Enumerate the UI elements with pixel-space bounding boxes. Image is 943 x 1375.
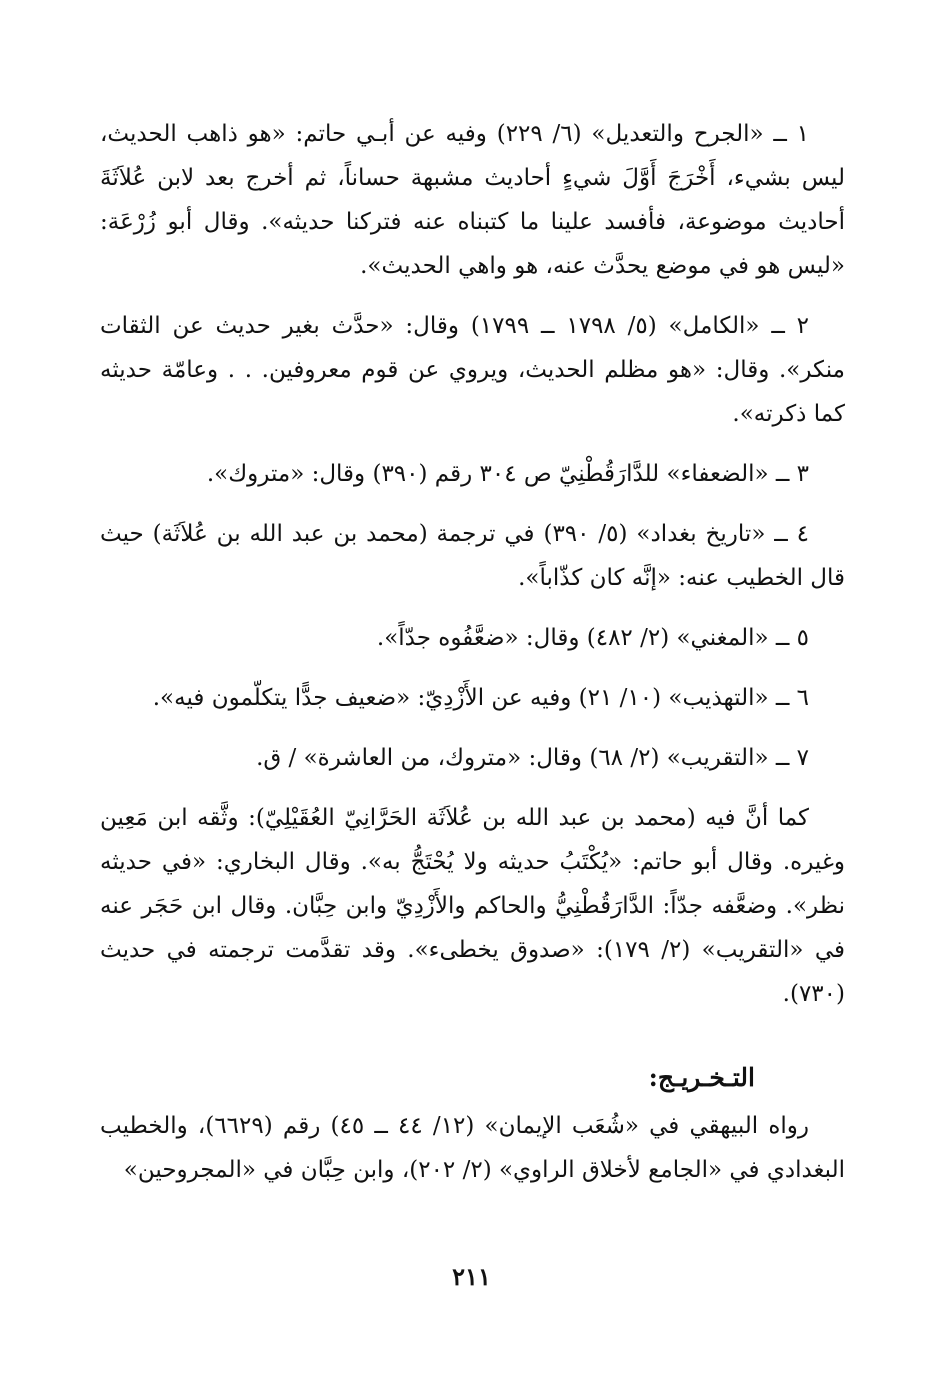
summary-paragraph [100, 796, 845, 1016]
note-text: ٤ ــ «تاريخ بغداد» (٥/ ٣٩٠) في ترجمة (محمد بن عبد الله بن عُلاَثَة) حيث قال الخطيب عنه: «إنَّه كان كذّاباً». [100, 521, 845, 591]
note-text: ٦ ــ «التهذيب» (١٠/ ٢١) وفيه عن الأَزْدِيّ: «ضعيف جدًّا يتكلّمون فيه». [152, 685, 809, 711]
note-5 [100, 616, 845, 660]
note-6 [100, 676, 845, 720]
note-1 [100, 112, 845, 288]
takhrij-paragraph [100, 1104, 845, 1192]
note-text: ١ ــ «الجرح والتعديل» (٦/ ٢٢٩) وفيه عن أبـي حاتم: «هو ذاهب الحديث، ليس بشيء، أَخْرَجَ أَوَّلَ شيءٍ أحاديث مشبهة حساناً، ثم أخرج بعد لابن عُلاَثَةَ أحاديث موضوعة، فأفسد علينا ما كتبناه عنه فتركنا حديثه». وقال أبو زُرْعَة: «ليس هو في موضع يحدَّث عنه، هو واهي الحديث». [100, 121, 845, 279]
note-3 [100, 452, 845, 496]
note-text: ٢ ــ «الكامل» (٥/ ١٧٩٨ ــ ١٧٩٩) وقال: «حدَّث بغير حديث عن الثقات منكر». وقال: «هو مظلم الحديث، ويروي عن قوم معروفين. . . وعامّة حديثه كما ذكرته». [100, 313, 845, 427]
page-body [100, 112, 845, 1192]
takhrij-text: رواه البيهقي في «شُعَب الإيمان» (١٢/ ٤٤ ــ ٤٥) رقم (٦٦٢٩)، والخطيب البغدادي في «الجامع لأخلاق الراوي» (٢/ ٢٠٢)، وابن حِبَّان في «المجروحين» [100, 1113, 845, 1183]
note-7 [100, 736, 845, 780]
note-2 [100, 304, 845, 436]
note-text: ٥ ــ «المغني» (٢/ ٤٨٢) وقال: «ضعَّفُوه جدّاً». [376, 625, 809, 651]
note-4 [100, 512, 845, 600]
note-text: ٧ ــ «التقريب» (٢/ ٦٨) وقال: «متروك، من العاشرة» / ق. [256, 745, 809, 771]
takhrij-heading: التـخـريـج: [648, 1063, 755, 1092]
summary-text: كما أنَّ فيه (محمد بن عبد الله بن عُلاَثَة الحَرَّانِيّ العُقَيْلِيّ): وثَّقه ابن مَعِين وغيره. وقال أبو حاتم: «يُكْتَبُ حديثه ولا يُحْتَجُّ به». وقال البخاري: «في حديثه نظر». وضعَّفه جدّاً: الدَّارَقُطْنِيُّ والحاكم والأَزْدِيّ وابن حِبَّان. وقال ابن حَجَر عنه في «التقريب» (٢/ ١٧٩): «صدوق يخطىء». وقد تقدَّمت ترجمته في حديث (٧٣٠). [100, 805, 845, 1007]
page-number: ٢١١ [452, 1262, 491, 1291]
note-text: ٣ ــ «الضعفاء» للدَّارَقُطْنِيّ ص ٣٠٤ رقم (٣٩٠) وقال: «متروك». [206, 461, 809, 487]
